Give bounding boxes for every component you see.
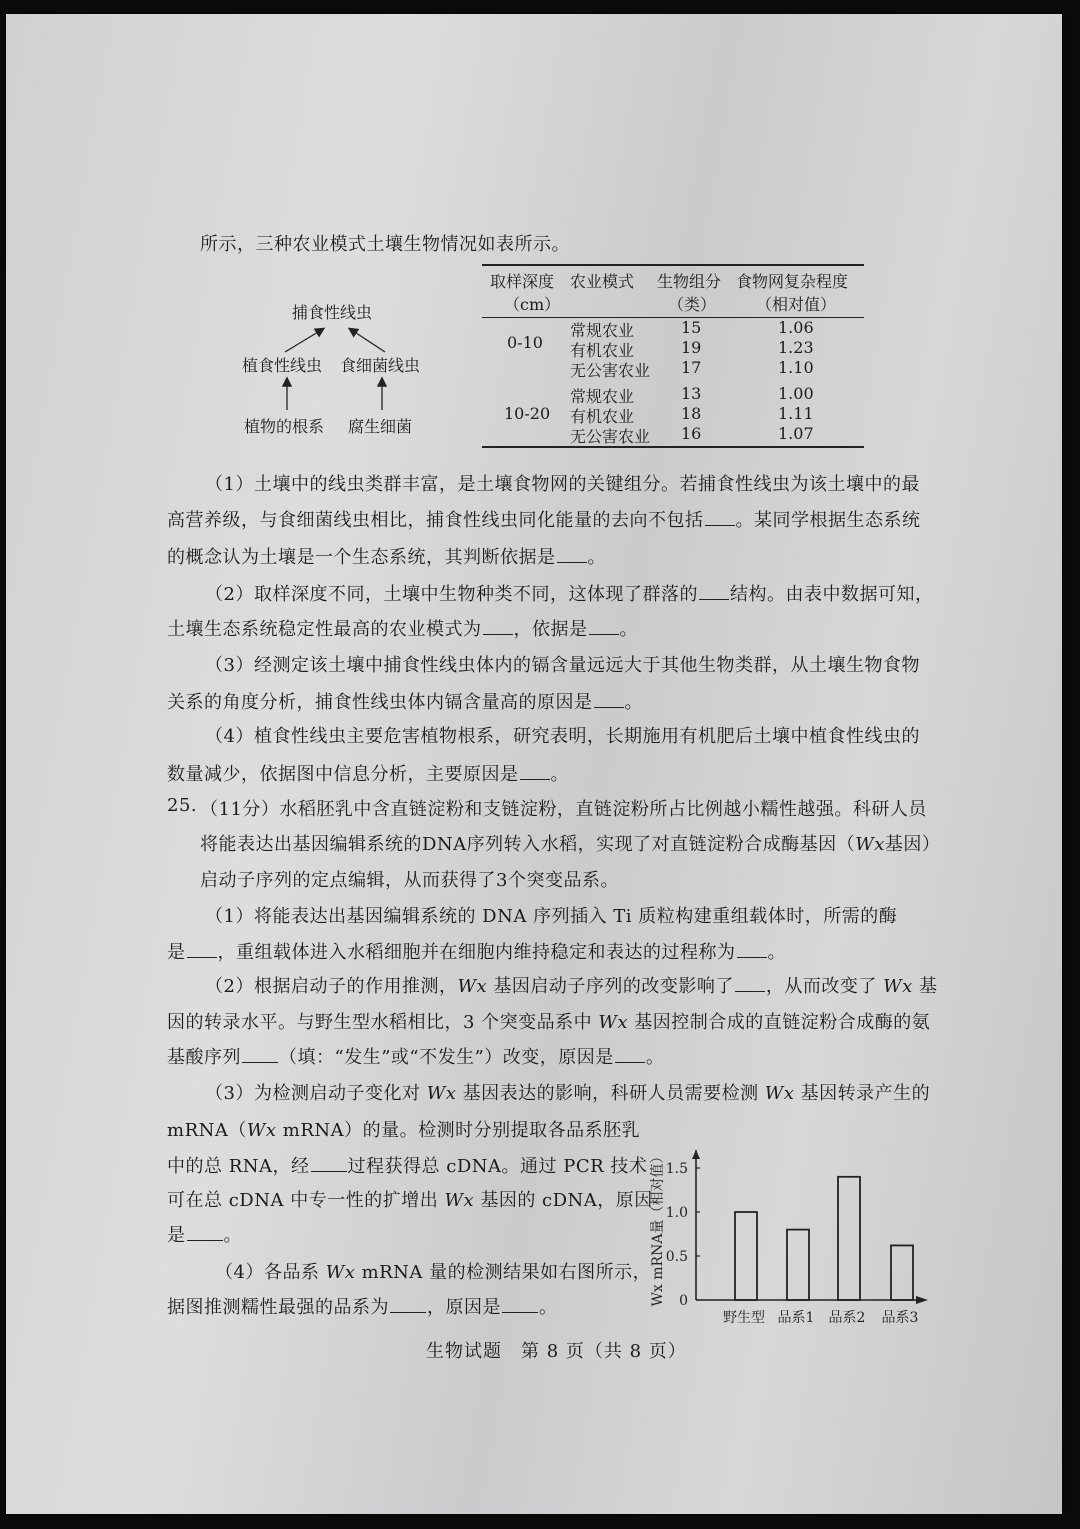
- gene-name: Wx: [457, 976, 488, 997]
- x-axis-arrow-icon: [916, 1296, 928, 1304]
- gene-name: Wx: [883, 976, 913, 997]
- food-web-diagram: [230, 290, 440, 440]
- table-cell: 有机农业: [570, 407, 635, 426]
- text: 。: [223, 1225, 242, 1246]
- table-cell: 1.00: [778, 384, 814, 403]
- answer-blank[interactable]: [502, 1294, 538, 1313]
- answer-blank[interactable]: [311, 1153, 347, 1172]
- answer-blank[interactable]: [187, 939, 217, 958]
- table-cell: 有机农业: [570, 341, 635, 360]
- text: 是: [167, 1225, 186, 1246]
- table-top-rule: [482, 264, 864, 266]
- header-mode: 农业模式: [570, 272, 635, 291]
- q25-part3-line2: [167, 1116, 640, 1142]
- text: 。某同学根据生态系统: [735, 510, 921, 531]
- q24-part2-line1: [205, 580, 933, 606]
- text: 。: [645, 1047, 665, 1068]
- node-saprophytic-bacteria: 腐生细菌: [348, 417, 413, 436]
- table-cell: 1.06: [778, 318, 814, 337]
- gene-name: Wx: [246, 1120, 277, 1141]
- q25-part2-line3: [167, 1043, 664, 1069]
- text: mRNA（: [167, 1120, 247, 1141]
- text: 。: [587, 547, 606, 568]
- answer-blank[interactable]: [390, 1294, 426, 1313]
- q24-part3-line2: [167, 688, 643, 714]
- node-bacterivorous-nematode: 食细菌线虫: [340, 356, 421, 375]
- bar: [838, 1177, 860, 1300]
- text: mRNA）的量。检测时分别提取各品系胚乳: [276, 1120, 641, 1141]
- text: 因的转录水平。与野生型水稻相比，3 个突变品系中: [167, 1012, 599, 1033]
- node-plant-roots: 植物的根系: [244, 417, 325, 436]
- text: 高营养级，与食细菌线虫相比，捕食性线虫同化能量的去向不包括: [167, 510, 704, 531]
- answer-blank[interactable]: [699, 581, 729, 600]
- q24-part1-line3: [167, 543, 606, 569]
- header-depth-unit: （cm）: [504, 295, 561, 314]
- answer-blank[interactable]: [187, 1222, 223, 1241]
- header-components: 生物组分: [657, 272, 722, 291]
- q25-part3-line5: [167, 1221, 242, 1247]
- q25-part4-line1: [215, 1258, 651, 1284]
- text: 。: [619, 619, 638, 640]
- q25-part1-line2: [167, 938, 786, 964]
- text: 。: [767, 942, 786, 963]
- text: 基因表达的影响，科研人员需要检测: [456, 1083, 765, 1104]
- q25-part1-line1: （1）将能表达出基因编辑系统的 DNA 序列插入 Ti 质粒构建重组载体时，所需的酶: [205, 906, 898, 927]
- text: 数量减少，依据图中信息分析，主要原因是: [167, 764, 519, 785]
- text: 基因控制合成的直链淀粉合成酶的氨: [628, 1012, 931, 1033]
- header-depth: 取样深度: [490, 272, 555, 291]
- table-cell: 1.07: [778, 424, 814, 443]
- q24-part3-line1: （3）经测定该土壤中捕食性线虫体内的镉含量远远大于其他生物类群，从土壤生物食物: [205, 655, 920, 676]
- text: ，重组载体进入水稻细胞并在细胞内维持稳定和表达的过程称为: [217, 942, 736, 963]
- q25-number: 25.: [167, 795, 198, 816]
- q25-part2-line2: [167, 1008, 930, 1034]
- gene-name: Wx: [764, 1083, 795, 1104]
- text: （2）取样深度不同，土壤中生物种类不同，这体现了群落的: [205, 584, 698, 605]
- text: 将能表达出基因编辑系统的DNA序列转入水稻，实现了对直链淀粉合成酶基因（: [200, 834, 856, 855]
- answer-blank[interactable]: [242, 1044, 278, 1063]
- q24-part4-line2: [167, 760, 569, 786]
- q24-part2-line2: [167, 615, 638, 641]
- table-cell: 无公害农业: [570, 361, 651, 380]
- text: （2）根据启动子的作用推测，: [205, 976, 458, 997]
- text: 结构。由表中数据可知，: [729, 584, 934, 605]
- text: 过程获得总 cDNA。通过 PCR 技术: [347, 1156, 648, 1177]
- node-predatory-nematode: 捕食性线虫: [292, 303, 373, 322]
- chart-canvas: [640, 1130, 940, 1330]
- bar: [787, 1230, 809, 1300]
- y-tick-label: 1.5: [665, 1161, 688, 1177]
- answer-blank[interactable]: [705, 507, 735, 526]
- text: 是: [167, 942, 186, 963]
- text: 中的总 RNA，经: [167, 1156, 310, 1177]
- q25-part4-line2: [167, 1293, 558, 1319]
- q25-stem-line1: （11分）水稻胚乳中含直链淀粉和支链淀粉，直链淀粉所占比例越小糯性越强。科研人员: [200, 799, 927, 820]
- node-herbivorous-nematode: 植食性线虫: [242, 356, 323, 375]
- text: 基酸序列: [167, 1047, 241, 1068]
- text: ，原因是: [427, 1297, 501, 1318]
- q25-stem-line2: [200, 830, 940, 856]
- q25-part3-line1: [205, 1079, 930, 1105]
- answer-blank[interactable]: [615, 1044, 645, 1063]
- text: 基因）: [884, 834, 941, 855]
- table-cell: 1.10: [778, 358, 814, 377]
- table-bottom-rule: [482, 446, 864, 448]
- y-tick-label: 1.0: [665, 1205, 688, 1221]
- q25-part3-line3: [167, 1152, 647, 1178]
- text: （3）为检测启动子变化对: [205, 1083, 427, 1104]
- text: 关系的角度分析，捕食性线虫体内镉含量高的原因是: [167, 692, 593, 713]
- answer-blank[interactable]: [735, 973, 765, 992]
- header-complexity: 食物网复杂程度: [736, 272, 849, 291]
- table-cell: 常规农业: [570, 387, 635, 406]
- table-cell: 1.23: [778, 338, 814, 357]
- q24-part1-line1: （1）土壤中的线虫类群丰富，是土壤食物网的关键组分。若捕食性线虫为该土壤中的最: [205, 474, 920, 495]
- group-depth-0-10: 0-10: [507, 333, 543, 352]
- text: 基因的 cDNA，原因: [474, 1190, 653, 1211]
- text: 土壤生态系统稳定性最高的农业模式为: [167, 619, 482, 640]
- table-cell: 常规农业: [570, 321, 635, 340]
- y-tick-label: 0: [679, 1293, 688, 1309]
- y-axis-arrow-icon: [692, 1150, 700, 1159]
- group-depth-10-20: 10-20: [504, 404, 551, 423]
- q25-part3-line4: [167, 1186, 653, 1212]
- intro-line: 所示，三种农业模式土壤生物情况如表所示。: [200, 234, 570, 255]
- answer-blank[interactable]: [737, 939, 767, 958]
- text: 可在总 cDNA 中专一性的扩增出: [167, 1190, 445, 1211]
- table-cell: 17: [681, 358, 702, 377]
- text: 基因转录产生的: [794, 1083, 931, 1104]
- gene-name: Wx: [426, 1083, 457, 1104]
- table-cell: 18: [681, 404, 702, 423]
- food-web-arrows: [230, 290, 440, 440]
- wx-mrna-bar-chart: [640, 1130, 940, 1330]
- gene-name: Wx: [444, 1190, 475, 1211]
- text: 基: [912, 976, 938, 997]
- text: （填：“发生”或“不发生”）改变，原因是: [279, 1047, 614, 1068]
- answer-blank[interactable]: [589, 616, 619, 635]
- q24-part1-line2: [167, 506, 921, 532]
- table-cell: 无公害农业: [570, 427, 651, 446]
- text: mRNA 量的检测结果如右图所示，: [355, 1262, 652, 1283]
- bar: [891, 1245, 913, 1300]
- q25-part2-line1: [205, 972, 937, 998]
- text: ，从而改变了: [765, 976, 884, 997]
- table-cell: 13: [681, 384, 702, 403]
- text: 基因启动子序列的改变影响了: [487, 976, 734, 997]
- table-cell: 19: [681, 338, 702, 357]
- page-footer: 生物试题 第 8 页（共 8 页）: [426, 1341, 687, 1362]
- header-complexity-unit: （相对值）: [756, 295, 837, 314]
- x-tick-label: 品系3: [881, 1310, 919, 1326]
- answer-blank[interactable]: [483, 616, 513, 635]
- y-axis-label: Wx mRNA量（相对值）: [650, 1149, 666, 1307]
- y-tick-label: 0.5: [665, 1249, 688, 1265]
- answer-blank[interactable]: [557, 544, 587, 563]
- answer-blank[interactable]: [594, 689, 624, 708]
- text: 。: [550, 764, 569, 785]
- bar: [735, 1212, 757, 1300]
- text: 据图推测糯性最强的品系为: [167, 1297, 389, 1318]
- x-tick-label: 野生型: [723, 1310, 765, 1326]
- header-components-unit: （类）: [668, 295, 717, 314]
- gene-name: Wx: [598, 1012, 629, 1033]
- table-cell: 16: [681, 424, 702, 443]
- gene-name: Wx: [325, 1262, 356, 1283]
- table-cell: 15: [681, 318, 702, 337]
- table-cell: 1.11: [778, 404, 814, 423]
- text: 。: [539, 1297, 558, 1318]
- text: （4）各品系: [215, 1262, 326, 1283]
- answer-blank[interactable]: [520, 761, 550, 780]
- text: ，依据是: [513, 619, 588, 640]
- q24-part4-line1: （4）植食性线虫主要危害植物根系，研究表明，长期施用有机肥后土壤中植食性线虫的: [205, 726, 920, 747]
- x-tick-label: 品系1: [777, 1310, 815, 1326]
- x-tick-label: 品系2: [828, 1310, 866, 1326]
- gene-name: Wx: [855, 834, 885, 855]
- text: 的概念认为土壤是一个生态系统，其判断依据是: [167, 547, 556, 568]
- q25-stem-line3: 启动子序列的定点编辑，从而获得了3个突变品系。: [200, 870, 619, 891]
- text: 。: [624, 692, 643, 713]
